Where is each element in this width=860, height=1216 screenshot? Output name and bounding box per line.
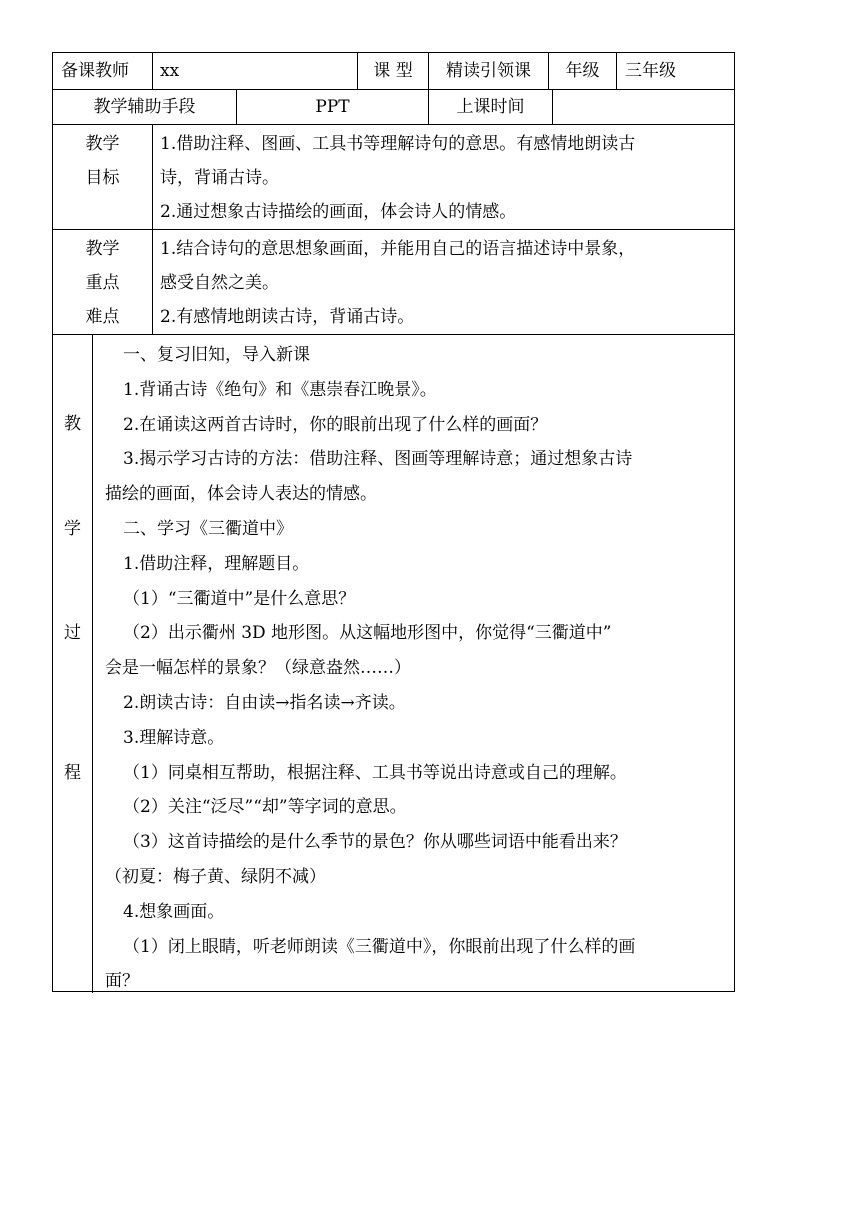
process-line: （2）关注“泛尽”“却”等字词的意思。 xyxy=(123,797,407,818)
col-divider xyxy=(92,334,93,993)
type-value: 精读引领课 xyxy=(446,61,531,81)
type-label: 课 型 xyxy=(373,61,413,81)
process-line: （1）同桌相互帮助，根据注释、工具书等说出诗意或自己的理解。 xyxy=(123,762,627,783)
lesson-plan-table xyxy=(52,52,735,992)
col-divider xyxy=(616,53,617,89)
row-divider xyxy=(53,334,734,335)
aids-label: 教学辅助手段 xyxy=(93,97,196,117)
process-content xyxy=(95,338,728,999)
process-line: 1.借助注释，理解题目。 xyxy=(123,553,310,574)
process-line: 二、学习《三衢道中》 xyxy=(123,518,293,539)
teacher-label: 备课教师 xyxy=(61,61,129,81)
aids-value: PPT xyxy=(315,97,350,117)
process-line: 4.想象画面。 xyxy=(123,901,225,922)
process-label-char: 学 xyxy=(64,519,81,539)
col-divider xyxy=(552,89,553,124)
goals-label-line: 教学 xyxy=(85,134,120,154)
process-label-char: 过 xyxy=(64,623,81,643)
keypoints-label-line: 难点 xyxy=(85,307,120,327)
row-divider xyxy=(53,229,734,230)
process-line: 一、复习旧知，导入新课 xyxy=(123,345,310,365)
col-divider xyxy=(152,53,153,89)
process-line: （3）这首诗描绘的是什么季节的景色？你从哪些词语中能看出来？ xyxy=(123,832,627,853)
process-line: 会是一幅怎样的景象？（绿意盎然……） xyxy=(105,658,411,679)
process-line: 2.在诵读这两首古诗时，你的眼前出现了什么样的画面？ xyxy=(123,414,548,435)
process-line: （初夏：梅子黄、绿阴不减） xyxy=(105,866,326,887)
process-line: 1.背诵古诗《绝句》和《惠崇春江晚景》。 xyxy=(123,379,437,400)
process-line: 3.揭示学习古诗的方法：借助注释、图画等理解诗意；通过想象古诗 xyxy=(123,449,633,470)
grade-label: 年级 xyxy=(565,61,600,81)
keypoints-line: 感受自然之美。 xyxy=(160,273,279,293)
time-label: 上课时间 xyxy=(456,97,525,117)
goals-line: 诗，背诵古诗。 xyxy=(160,168,279,188)
grade-value: 三年级 xyxy=(625,61,676,81)
teacher-value: xx xyxy=(160,61,180,81)
process-line: 描绘的画面，体会诗人表达的情感。 xyxy=(105,484,377,505)
goals-line: 2.通过想象古诗描绘的画面，体会诗人的情感。 xyxy=(160,202,517,222)
goals-label-line: 目标 xyxy=(85,168,120,188)
process-line: 2.朗读古诗：自由读→指名读→齐读。 xyxy=(123,692,406,713)
keypoints-label-line: 教学 xyxy=(85,239,120,259)
process-label-char: 程 xyxy=(64,763,81,783)
keypoints-line: 1.结合诗句的意思想象画面，并能用自己的语言描述诗中景象， xyxy=(160,239,636,259)
col-divider xyxy=(152,124,153,334)
process-line: （1）闭上眼睛，听老师朗读《三衢道中》，你眼前出现了什么样的画 xyxy=(123,936,636,957)
process-line: （2）出示衢州 3D 地形图。从这幅地形图中，你觉得“三衢道中” xyxy=(123,623,612,644)
keypoints-line: 2.有感情地朗读古诗，背诵古诗。 xyxy=(160,307,415,327)
process-line: （1）“三衢道中”是什么意思？ xyxy=(123,588,356,609)
row-divider xyxy=(53,124,734,125)
process-line: 面？ xyxy=(105,971,139,992)
process-label-char: 教 xyxy=(64,414,81,434)
goals-line: 1.借助注释、图画、工具书等理解诗句的意思。有感情地朗读古 xyxy=(160,134,636,154)
keypoints-label-line: 重点 xyxy=(85,273,120,293)
process-line: 3.理解诗意。 xyxy=(123,727,225,748)
